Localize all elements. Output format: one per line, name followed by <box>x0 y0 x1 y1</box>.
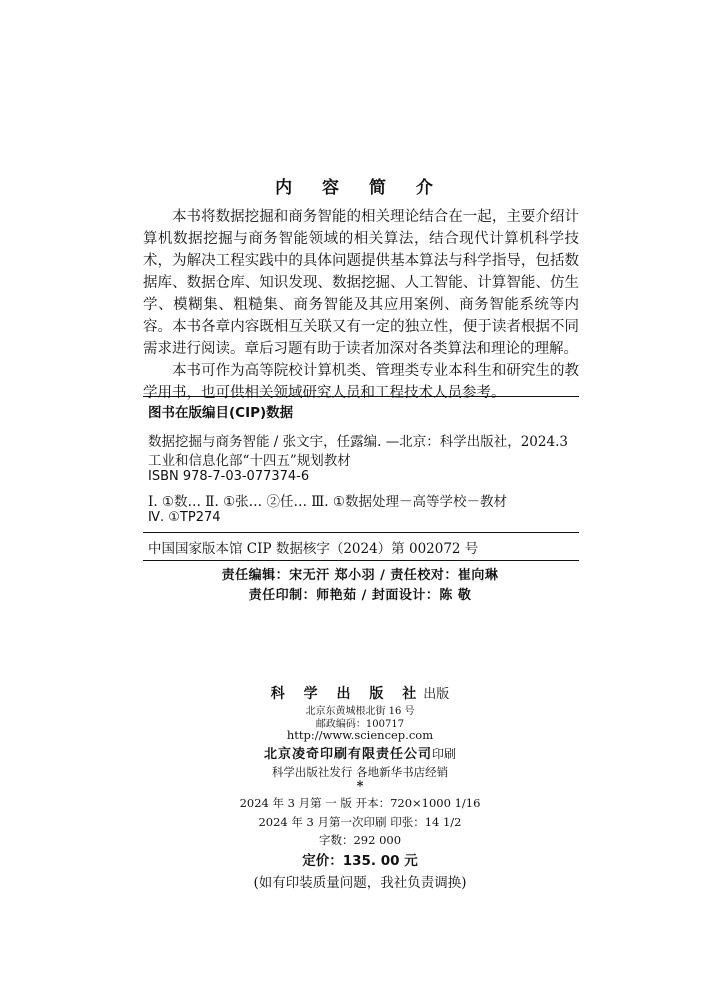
publisher-website: http://www.sciencep.com <box>286 728 434 742</box>
price: 定价：135. 00 元 <box>302 853 418 869</box>
cip-bottom-rule <box>143 560 579 561</box>
cip-top-rule <box>143 396 579 397</box>
quality-notice: (如有印装质量问题，我社负责调换) <box>253 875 467 891</box>
cip-series-line: 工业和信息化部“十四五”规划教材 <box>148 453 351 469</box>
separator-star: * <box>356 779 364 794</box>
cip-heading: 图书在版编目(CIP)数据 <box>148 405 294 421</box>
distribution-line: 科学出版社发行 各地新华书店经销 <box>271 765 449 779</box>
edition-line: 2024 年 3 月第 一 版 开本：720×1000 1/16 <box>239 796 481 810</box>
summary-title: 内 容 简 介 <box>275 178 445 198</box>
credits-editors: 责任编辑：宋无汗 郑小羽 / 责任校对：崔向琳 <box>221 568 499 583</box>
cip-class-line: Ⅳ. ①TP274 <box>148 510 221 525</box>
publisher-address: 北京东黄城根北街 16 号 <box>305 706 415 717</box>
printer-name: 北京凌奇印刷有限责任公司 <box>263 747 432 762</box>
summary-paragraph: 本书将数据挖掘和商务智能的相关理论结合在一起，主要介绍计算机数据挖掘与商务智能领域的相关算法，结合现代计算机科学技术，为解决工程实践中的具体问题提供基本算法与科学指导，包括数据库、数据仓库、知识发现、数据挖掘、人工智能、计算智能、仿生学、模糊集、粗糙集、商务智能及其应用案例、商务智能系统等内容。本书各章内容既相互关联又有一定的独立性，便于读者根据不同需求进行阅读。章后习题有助于读者加深对各类算法和理论的理解。 <box>143 209 579 357</box>
printing-line: 2024 年 3 月第一次印刷 印张：14 1/2 <box>258 815 462 829</box>
cip-subject-line: Ⅰ. ①数… Ⅱ. ①张… ②任… Ⅲ. ①数据处理－高等学校－教材 <box>148 494 507 510</box>
publisher-name: 科 学 出 版 社 <box>270 686 424 702</box>
credits-production: 责任印制：师艳茹 / 封面设计：陈 敬 <box>248 588 472 603</box>
publisher-postcode: 邮政编码：100717 <box>315 719 405 730</box>
cip-middle-rule <box>143 532 579 533</box>
cip-record-line: 中国国家版本馆 CIP 数据核字（2024）第 002072 号 <box>148 541 479 557</box>
summary-body <box>143 206 579 404</box>
cip-isbn-line: ISBN 978-7-03-077374-6 <box>148 469 310 484</box>
printer-line <box>0 743 720 762</box>
publisher-suffix: 出版 <box>423 687 450 702</box>
summary-paragraph: 本书可作为高等院校计算机类、管理类专业本科生和研究生的教学用书，也可供相关领域研究人员和工程技术人员参考。 <box>143 363 579 401</box>
cip-entry-line: 数据挖掘与商务智能 / 张文宇，任露编. —北京：科学出版社，2024.3 <box>148 434 568 450</box>
word-count: 字数：292 000 <box>318 833 402 847</box>
printer-suffix: 印刷 <box>432 747 457 761</box>
publisher-line <box>0 683 720 703</box>
